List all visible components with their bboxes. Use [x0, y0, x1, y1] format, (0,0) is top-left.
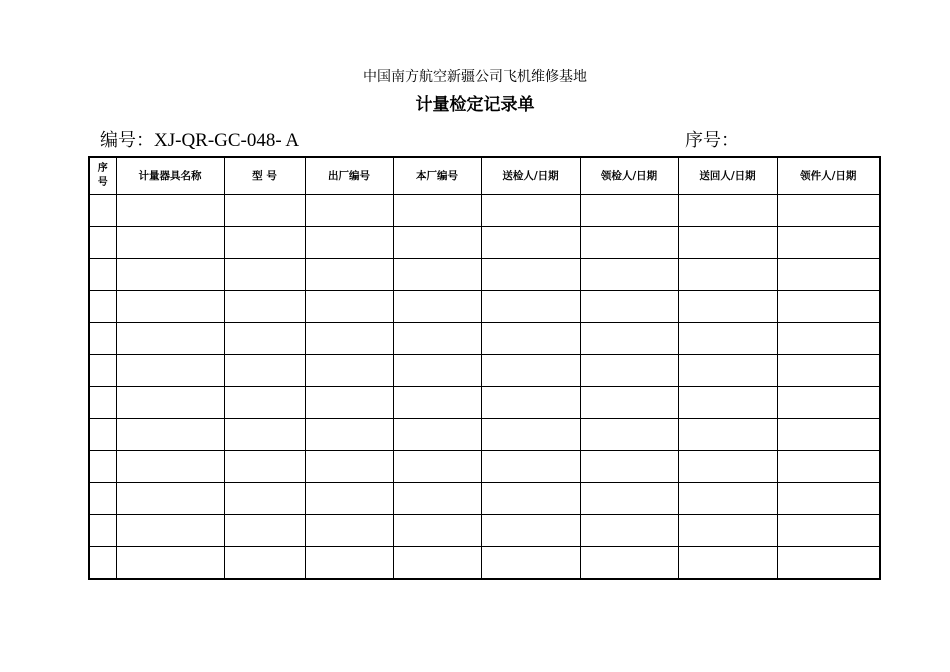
- col-collector-date-cell[interactable]: [777, 483, 880, 515]
- table-row: [89, 547, 880, 580]
- col-serial-cell[interactable]: [89, 387, 116, 419]
- table-row: [89, 227, 880, 259]
- col-serial-cell[interactable]: [89, 195, 116, 227]
- col-receiver-date-cell[interactable]: [580, 355, 678, 387]
- col-receiver-date-cell[interactable]: [580, 387, 678, 419]
- col-model-cell[interactable]: [224, 419, 305, 451]
- col-serial-cell[interactable]: [89, 483, 116, 515]
- col-sender-date-header: 送检人/日期: [481, 157, 580, 195]
- col-instrument-name-header: 计量器具名称: [116, 157, 224, 195]
- col-receiver-date-cell[interactable]: [580, 195, 678, 227]
- col-instrument-name-cell[interactable]: [116, 387, 224, 419]
- col-receiver-date-cell[interactable]: [580, 291, 678, 323]
- serial-number-label: 序号：: [685, 130, 739, 151]
- form-meta-row: [100, 126, 880, 152]
- col-collector-date-cell[interactable]: [777, 419, 880, 451]
- col-model-cell[interactable]: [224, 483, 305, 515]
- col-serial-cell[interactable]: [89, 259, 116, 291]
- table-row: [89, 195, 880, 227]
- col-model-cell[interactable]: [224, 547, 305, 580]
- col-collector-date-header: 领件人/日期: [777, 157, 880, 195]
- col-model-cell[interactable]: [224, 355, 305, 387]
- col-factory-number-header: 出厂编号: [305, 157, 393, 195]
- col-receiver-date-cell[interactable]: [580, 259, 678, 291]
- col-model-cell[interactable]: [224, 387, 305, 419]
- col-receiver-date-cell[interactable]: [580, 483, 678, 515]
- col-plant-number-cell[interactable]: [393, 515, 481, 547]
- col-collector-date-cell[interactable]: [777, 195, 880, 227]
- col-returner-date-cell[interactable]: [678, 259, 777, 291]
- record-table: [88, 156, 881, 580]
- col-model-cell[interactable]: [224, 291, 305, 323]
- col-collector-date-cell[interactable]: [777, 355, 880, 387]
- col-instrument-name-cell[interactable]: [116, 483, 224, 515]
- col-serial-cell[interactable]: [89, 323, 116, 355]
- col-sender-date-cell[interactable]: [481, 195, 580, 227]
- col-instrument-name-cell[interactable]: [116, 195, 224, 227]
- col-instrument-name-cell[interactable]: [116, 419, 224, 451]
- col-sender-date-cell[interactable]: [481, 323, 580, 355]
- col-model-header: 型 号: [224, 157, 305, 195]
- form-code-value: XJ-QR-GC-048- A: [154, 130, 300, 151]
- col-model-cell[interactable]: [224, 515, 305, 547]
- col-serial-cell[interactable]: [89, 547, 116, 580]
- col-sender-date-cell[interactable]: [481, 259, 580, 291]
- col-sender-date-cell[interactable]: [481, 547, 580, 580]
- col-factory-number-cell[interactable]: [305, 355, 393, 387]
- form-code-label: 编号：: [100, 130, 154, 151]
- table-header-row: [89, 157, 880, 195]
- col-receiver-date-cell[interactable]: [580, 419, 678, 451]
- col-collector-date-cell[interactable]: [777, 227, 880, 259]
- col-returner-date-cell[interactable]: [678, 515, 777, 547]
- col-returner-date-cell[interactable]: [678, 547, 777, 580]
- table-row: [89, 419, 880, 451]
- col-factory-number-cell[interactable]: [305, 515, 393, 547]
- col-serial-cell[interactable]: [89, 227, 116, 259]
- col-plant-number-cell[interactable]: [393, 195, 481, 227]
- col-factory-number-cell[interactable]: [305, 259, 393, 291]
- col-sender-date-cell[interactable]: [481, 419, 580, 451]
- col-collector-date-cell[interactable]: [777, 451, 880, 483]
- col-sender-date-cell[interactable]: [481, 483, 580, 515]
- col-receiver-date-cell[interactable]: [580, 451, 678, 483]
- col-returner-date-cell[interactable]: [678, 227, 777, 259]
- col-plant-number-header: 本厂编号: [393, 157, 481, 195]
- col-plant-number-cell[interactable]: [393, 387, 481, 419]
- col-plant-number-cell[interactable]: [393, 451, 481, 483]
- col-sender-date-cell[interactable]: [481, 451, 580, 483]
- form-code: [100, 126, 299, 152]
- col-factory-number-cell[interactable]: [305, 227, 393, 259]
- col-factory-number-cell[interactable]: [305, 483, 393, 515]
- col-factory-number-cell[interactable]: [305, 195, 393, 227]
- col-serial-cell[interactable]: [89, 419, 116, 451]
- table-row: [89, 451, 880, 483]
- col-plant-number-cell[interactable]: [393, 355, 481, 387]
- col-serial-cell[interactable]: [89, 355, 116, 387]
- col-plant-number-cell[interactable]: [393, 323, 481, 355]
- col-sender-date-cell[interactable]: [481, 355, 580, 387]
- table-row: [89, 291, 880, 323]
- table-row: [89, 387, 880, 419]
- col-model-cell[interactable]: [224, 451, 305, 483]
- col-factory-number-cell[interactable]: [305, 387, 393, 419]
- col-sender-date-cell[interactable]: [481, 515, 580, 547]
- col-receiver-date-cell[interactable]: [580, 515, 678, 547]
- col-factory-number-cell[interactable]: [305, 547, 393, 580]
- serial-number: [685, 126, 739, 152]
- col-receiver-date-header: 领检人/日期: [580, 157, 678, 195]
- table-row: [89, 259, 880, 291]
- table-row: [89, 515, 880, 547]
- col-model-cell[interactable]: [224, 323, 305, 355]
- col-sender-date-cell[interactable]: [481, 387, 580, 419]
- col-returner-date-cell[interactable]: [678, 195, 777, 227]
- col-receiver-date-cell[interactable]: [580, 227, 678, 259]
- col-collector-date-cell[interactable]: [777, 387, 880, 419]
- col-plant-number-cell[interactable]: [393, 227, 481, 259]
- col-instrument-name-cell[interactable]: [116, 515, 224, 547]
- col-returner-date-cell[interactable]: [678, 483, 777, 515]
- col-plant-number-cell[interactable]: [393, 419, 481, 451]
- col-instrument-name-cell[interactable]: [116, 259, 224, 291]
- col-factory-number-cell[interactable]: [305, 451, 393, 483]
- company-name: 中国南方航空新疆公司飞机维修基地: [363, 69, 587, 85]
- col-serial-header: 序 号: [89, 157, 116, 195]
- col-returner-date-cell[interactable]: [678, 387, 777, 419]
- col-serial-cell[interactable]: [89, 451, 116, 483]
- col-receiver-date-cell[interactable]: [580, 323, 678, 355]
- col-plant-number-cell[interactable]: [393, 483, 481, 515]
- table-body: [89, 195, 880, 580]
- col-factory-number-cell[interactable]: [305, 323, 393, 355]
- col-instrument-name-cell[interactable]: [116, 547, 224, 580]
- col-plant-number-cell[interactable]: [393, 259, 481, 291]
- col-returner-date-header: 送回人/日期: [678, 157, 777, 195]
- col-instrument-name-cell[interactable]: [116, 291, 224, 323]
- table-row: [89, 323, 880, 355]
- col-collector-date-cell[interactable]: [777, 259, 880, 291]
- col-returner-date-cell[interactable]: [678, 355, 777, 387]
- col-model-cell[interactable]: [224, 259, 305, 291]
- col-collector-date-cell[interactable]: [777, 547, 880, 580]
- col-instrument-name-cell[interactable]: [116, 227, 224, 259]
- col-factory-number-cell[interactable]: [305, 291, 393, 323]
- table-row: [89, 355, 880, 387]
- col-model-cell[interactable]: [224, 227, 305, 259]
- col-serial-cell[interactable]: [89, 291, 116, 323]
- col-instrument-name-cell[interactable]: [116, 355, 224, 387]
- col-serial-cell[interactable]: [89, 515, 116, 547]
- col-returner-date-cell[interactable]: [678, 419, 777, 451]
- col-collector-date-cell[interactable]: [777, 323, 880, 355]
- table-row: [89, 483, 880, 515]
- col-instrument-name-cell[interactable]: [116, 323, 224, 355]
- col-sender-date-cell[interactable]: [481, 291, 580, 323]
- col-plant-number-cell[interactable]: [393, 291, 481, 323]
- form-title: 计量检定记录单: [415, 95, 535, 115]
- col-instrument-name-cell[interactable]: [116, 451, 224, 483]
- col-returner-date-cell[interactable]: [678, 323, 777, 355]
- col-plant-number-cell[interactable]: [393, 547, 481, 580]
- col-factory-number-cell[interactable]: [305, 419, 393, 451]
- col-returner-date-cell[interactable]: [678, 291, 777, 323]
- col-sender-date-cell[interactable]: [481, 227, 580, 259]
- col-collector-date-cell[interactable]: [777, 515, 880, 547]
- col-model-cell[interactable]: [224, 195, 305, 227]
- col-receiver-date-cell[interactable]: [580, 547, 678, 580]
- col-returner-date-cell[interactable]: [678, 451, 777, 483]
- col-collector-date-cell[interactable]: [777, 291, 880, 323]
